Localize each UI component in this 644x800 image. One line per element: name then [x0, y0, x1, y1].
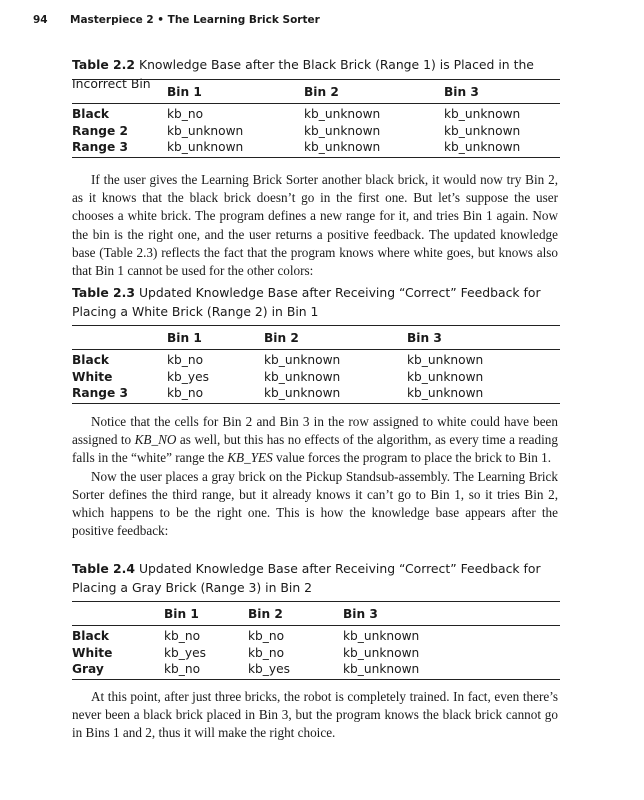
table-row	[72, 140, 560, 158]
table-cell: kb_unknown	[167, 139, 244, 154]
row-label: Range 3	[72, 385, 128, 400]
table-cell: kb_yes	[164, 645, 206, 660]
table-2-3	[72, 325, 560, 404]
table-cell: kb_unknown	[407, 353, 484, 368]
text-run: as well, but this has no effects of the algorithm, as every time a reading falls in the “white” range the	[72, 432, 558, 466]
table-cell: kb_unknown	[407, 369, 484, 384]
table-header-row	[72, 602, 560, 626]
table-cell: kb_unknown	[343, 629, 420, 644]
header-cell: Bin 1	[164, 606, 199, 621]
row-label: Range 3	[72, 139, 128, 154]
table-header-row	[72, 80, 560, 104]
table-cell: kb_unknown	[304, 123, 381, 138]
row-label: White	[72, 645, 113, 660]
table-cell: kb_unknown	[304, 139, 381, 154]
table-cell: kb_unknown	[264, 385, 341, 400]
text-run: value forces the program to place the brick to Bin 1.	[272, 450, 552, 466]
table-cell: kb_unknown	[264, 369, 341, 384]
table-row	[72, 626, 560, 644]
running-header	[33, 14, 320, 26]
header-cell	[72, 80, 167, 104]
header-cell: Bin 2	[264, 330, 299, 345]
table-title: Updated Knowledge Base after Receiving “Correct” Feedback for Placing a White Brick (Range 2) in Bin 1	[72, 285, 541, 319]
table-row	[72, 368, 560, 386]
running-title: Masterpiece 2 • The Learning Brick Sorter	[70, 14, 320, 26]
table-cell: kb_no	[167, 353, 204, 368]
row-label: Black	[72, 107, 110, 122]
table-cell: kb_no	[164, 629, 201, 644]
table-2-3-caption	[72, 283, 560, 321]
emphasis-text: KB_NO	[134, 432, 177, 448]
table-header-row	[72, 326, 560, 350]
paragraph-text: Now the user places a gray brick on the Pickup Standsub-assembly. The Learning Brick Sorter defines the third range, but it already knows it can’t go to Bin 1, so it tries Bin 2, which happens to be the right one. This is how the knowledge base appears after the positive feedback:	[72, 468, 558, 539]
table-row	[72, 122, 560, 140]
table-row	[72, 386, 560, 404]
table-cell: kb_unknown	[167, 123, 244, 138]
page-number: 94	[33, 14, 48, 26]
table-2-2	[72, 79, 560, 158]
row-label: Black	[72, 629, 110, 644]
table-cell: kb_unknown	[407, 385, 484, 400]
table-cell: kb_no	[164, 661, 201, 676]
table-title: Updated Knowledge Base after Receiving “Correct” Feedback for Placing a Gray Brick (Range 3) in Bin 2	[72, 561, 541, 595]
emphasis-text: KB_YES	[227, 450, 273, 466]
table-cell: kb_unknown	[444, 139, 521, 154]
row-label: Black	[72, 353, 110, 368]
row-label: Gray	[72, 661, 104, 676]
header-cell	[72, 326, 167, 350]
row-label: Range 2	[72, 123, 128, 138]
header-cell	[72, 602, 164, 626]
table-2-4	[72, 601, 560, 680]
table-cell: kb_no	[167, 107, 204, 122]
table-title: Knowledge Base after the Black Brick (Range 1) is Placed in the Incorrect Bin	[72, 57, 534, 91]
body-paragraph	[72, 413, 558, 540]
body-paragraph	[72, 688, 558, 743]
row-label: White	[72, 369, 113, 384]
header-cell: Bin 1	[167, 330, 202, 345]
header-cell: Bin 1	[167, 84, 202, 99]
table-cell: kb_unknown	[444, 107, 521, 122]
table-label: Table 2.2	[72, 57, 135, 72]
table-cell: kb_yes	[167, 369, 209, 384]
table-row	[72, 644, 560, 662]
paragraph-text: At this point, after just three bricks, the robot is completely trained. In fact, even there’s never been a black brick placed in Bin 3, but the program knows the black brick cannot go in Bins 1 and 2, thus it will make the right choice.	[72, 689, 558, 741]
body-paragraph	[72, 171, 558, 280]
table-label: Table 2.3	[72, 285, 135, 300]
table-cell: kb_unknown	[343, 645, 420, 660]
text-run: Notice that the cells for Bin 2 and Bin 3 in the row assigned to white could have been assigned to	[72, 414, 558, 448]
table-cell: kb_unknown	[264, 353, 341, 368]
table-cell: kb_yes	[248, 661, 290, 676]
table-row	[72, 350, 560, 368]
header-cell: Bin 2	[304, 84, 339, 99]
table-2-4-caption	[72, 559, 560, 597]
header-cell: Bin 3	[343, 606, 378, 621]
table-cell: kb_no	[248, 629, 285, 644]
header-cell: Bin 3	[444, 84, 479, 99]
table-cell: kb_unknown	[304, 107, 381, 122]
header-cell: Bin 3	[407, 330, 442, 345]
header-cell: Bin 2	[248, 606, 283, 621]
table-cell: kb_unknown	[444, 123, 521, 138]
table-label: Table 2.4	[72, 561, 135, 576]
table-row	[72, 104, 560, 122]
table-cell: kb_unknown	[343, 661, 420, 676]
table-cell: kb_no	[167, 385, 204, 400]
table-cell: kb_no	[248, 645, 285, 660]
table-row	[72, 662, 560, 680]
paragraph-text	[72, 413, 558, 468]
paragraph-text: If the user gives the Learning Brick Sorter another black brick, it would now try Bin 2, as it knows that the black brick doesn’t go in the first one. But let’s suppose the user chooses a white brick. The program defines a new range for it, and tries Bin 1 again. Now the bin is the right one, and the user returns a positive feedback. The updated knowledge base (Table 2.3) reflects the fact that the program knows where white goes, but knows also that Bin 1 cannot be used for the other colors:	[72, 172, 558, 279]
